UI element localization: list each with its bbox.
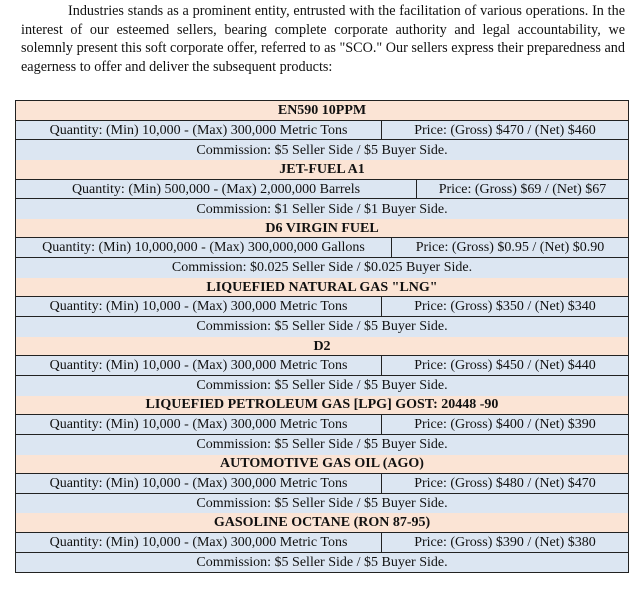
quantity-cell: Quantity: (Min) 10,000 - (Max) 300,000 Metric Tons bbox=[16, 415, 382, 434]
commission-row: Commission: $0.025 Seller Side / $0.025 Buyer Side. bbox=[16, 258, 628, 278]
commission-row: Commission: $5 Seller Side / $5 Buyer Side. bbox=[16, 435, 628, 455]
commission-row: Commission: $5 Seller Side / $5 Buyer Side. bbox=[16, 494, 628, 514]
quantity-price-row bbox=[16, 356, 628, 376]
price-cell: Price: (Gross) $390 / (Net) $380 bbox=[414, 535, 596, 551]
product-block bbox=[16, 396, 628, 455]
price-cell: Price: (Gross) $400 / (Net) $390 bbox=[414, 417, 596, 433]
intro-text-block bbox=[21, 2, 625, 76]
product-name: AUTOMOTIVE GAS OIL (AGO) bbox=[16, 455, 628, 475]
product-block bbox=[16, 337, 628, 396]
product-name: GASOLINE OCTANE (RON 87-95) bbox=[16, 513, 628, 533]
product-name: D2 bbox=[16, 337, 628, 357]
quantity-cell: Quantity: (Min) 500,000 - (Max) 2,000,000 Barrels bbox=[16, 180, 417, 199]
products-table bbox=[15, 100, 629, 573]
quantity-price-row bbox=[16, 533, 628, 553]
quantity-cell: Quantity: (Min) 10,000 - (Max) 300,000 Metric Tons bbox=[16, 533, 382, 552]
quantity-cell: Quantity: (Min) 10,000 - (Max) 300,000 Metric Tons bbox=[16, 474, 382, 493]
product-block bbox=[16, 219, 628, 278]
product-name: EN590 10PPM bbox=[16, 101, 628, 121]
quantity-price-row bbox=[16, 297, 628, 317]
product-block bbox=[16, 455, 628, 514]
product-name: LIQUEFIED PETROLEUM GAS [LPG] GOST: 20448 -90 bbox=[16, 396, 628, 416]
price-cell: Price: (Gross) $470 / (Net) $460 bbox=[414, 122, 596, 138]
product-name: D6 VIRGIN FUEL bbox=[16, 219, 628, 239]
quantity-price-row bbox=[16, 415, 628, 435]
commission-row: Commission: $5 Seller Side / $5 Buyer Side. bbox=[16, 376, 628, 396]
product-block bbox=[16, 101, 628, 160]
quantity-cell: Quantity: (Min) 10,000 - (Max) 300,000 Metric Tons bbox=[16, 356, 382, 375]
quantity-price-row bbox=[16, 180, 628, 200]
product-name: LIQUEFIED NATURAL GAS "LNG" bbox=[16, 278, 628, 298]
price-cell: Price: (Gross) $450 / (Net) $440 bbox=[414, 358, 596, 374]
price-cell: Price: (Gross) $69 / (Net) $67 bbox=[438, 181, 607, 197]
price-cell: Price: (Gross) $350 / (Net) $340 bbox=[414, 299, 596, 315]
intro-paragraph: Industries stands as a prominent entity, entrusted with the facilitation of various operations. In the interest of our esteemed sellers, bearing complete corporate authority and legal accountability, we solemnly present this soft corporate offer, referred to as "SCO." Our sellers express their preparedness and eagerness to offer and deliver the subsequent products: bbox=[21, 3, 625, 75]
price-cell: Price: (Gross) $480 / (Net) $470 bbox=[414, 476, 596, 492]
product-block bbox=[16, 160, 628, 219]
product-block bbox=[16, 278, 628, 337]
quantity-cell: Quantity: (Min) 10,000,000 - (Max) 300,000,000 Gallons bbox=[16, 238, 392, 257]
commission-row: Commission: $1 Seller Side / $1 Buyer Side. bbox=[16, 199, 628, 219]
commission-row: Commission: $5 Seller Side / $5 Buyer Side. bbox=[16, 140, 628, 160]
quantity-cell: Quantity: (Min) 10,000 - (Max) 300,000 Metric Tons bbox=[16, 121, 382, 140]
commission-row: Commission: $5 Seller Side / $5 Buyer Side. bbox=[16, 553, 628, 573]
quantity-price-row bbox=[16, 121, 628, 141]
price-cell: Price: (Gross) $0.95 / (Net) $0.90 bbox=[415, 240, 605, 256]
commission-row: Commission: $5 Seller Side / $5 Buyer Side. bbox=[16, 317, 628, 337]
quantity-cell: Quantity: (Min) 10,000 - (Max) 300,000 Metric Tons bbox=[16, 297, 382, 316]
quantity-price-row bbox=[16, 474, 628, 494]
product-block bbox=[16, 513, 628, 572]
quantity-price-row bbox=[16, 238, 628, 258]
product-name: JET-FUEL A1 bbox=[16, 160, 628, 180]
